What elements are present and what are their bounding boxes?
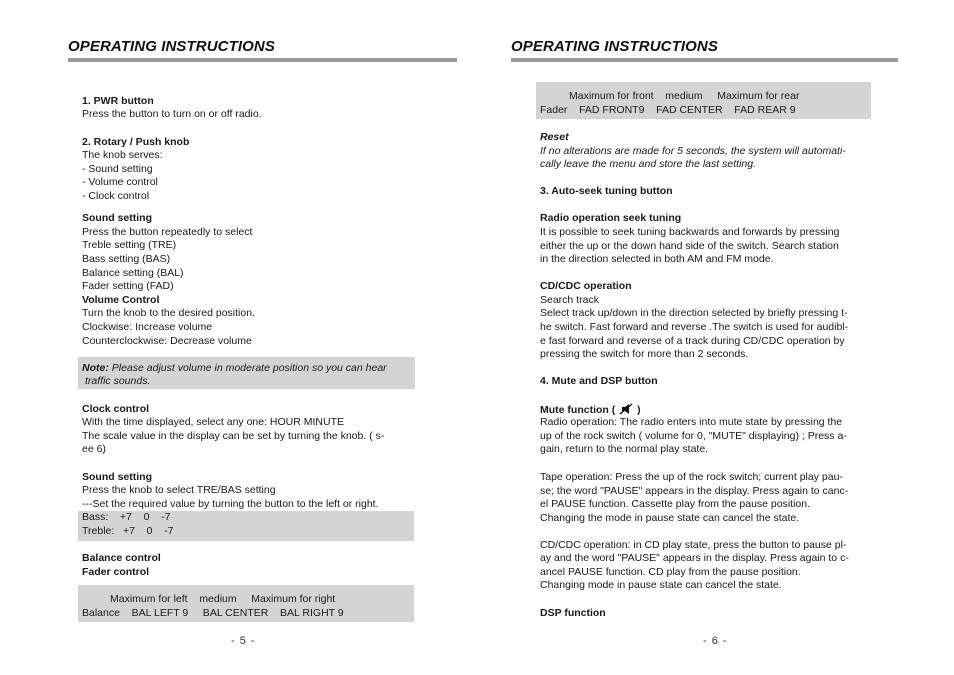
tape-line: se; the word "PAUSE" appears in the display. Press again to canc- — [540, 485, 849, 497]
fader-control-title: Fader control — [82, 566, 150, 578]
treble-row: Treble: +7 0 -7 — [82, 525, 174, 537]
radio-seek-line: It is possible to seek tuning backwards and forwards by pressing — [540, 226, 840, 238]
radio-seek-title: Radio operation seek tuning — [540, 212, 682, 224]
autoseek-title: 3. Auto-seek tuning button — [540, 185, 673, 197]
pwr-text: Press the button to turn on or off radio. — [82, 108, 262, 120]
cd-line: ay and the word "PAUSE" appears in the display. Press again to c- — [540, 552, 849, 564]
page-heading: OPERATING INSTRUCTIONS — [68, 38, 275, 55]
heading-rule — [68, 58, 457, 62]
radio-seek-line: in the direction selected in both AM and FM mode. — [540, 253, 774, 265]
cdc-line: Select track up/down in the direction selected by briefly pressing t- — [540, 307, 848, 319]
page-number: - 6 - — [703, 635, 728, 647]
pwr-title: 1. PWR button — [82, 95, 154, 107]
sound-setting-line: Bass setting (BAS) — [82, 253, 171, 265]
rotary-title: 2. Rotary / Push knob — [82, 136, 190, 148]
cd-line: CD/CDC operation: in CD play state, press the button to pause pl- — [540, 539, 847, 551]
mute-line: up of the rock switch ( volume for 0, "MUTE" displaying) ; Press a- — [540, 430, 847, 442]
cdc-line: he switch. Fast forward and reverse .The switch is used for audibl- — [540, 321, 849, 333]
clock-line: ee 6) — [82, 443, 106, 455]
clock-line: The scale value in the display can be set by turning the knob. ( s- — [82, 430, 385, 442]
tape-line: Changing the mode in pause state can cancel the state. — [540, 512, 800, 524]
reset-title: Reset — [540, 131, 569, 143]
right-page — [477, 0, 954, 675]
bass-row: Bass: +7 0 -7 — [82, 511, 171, 523]
reset-line: cally leave the menu and store the last setting. — [540, 158, 756, 170]
volume-line: Clockwise: Increase volume — [82, 321, 213, 333]
mute-function-label: Mute function ( — [540, 404, 616, 416]
mute-function-close: ) — [634, 404, 641, 416]
note-text: Please adjust volume in moderate position so you can hear — [108, 362, 387, 374]
fader-table-header: Maximum for front medium Maximum for rear — [569, 90, 800, 102]
rotary-line: - Clock control — [82, 190, 150, 202]
rotary-line: - Sound setting — [82, 163, 153, 175]
cdc-line: pressing the switch for more than 2 seconds. — [540, 348, 749, 360]
mute-line: gain, return to the normal play state. — [540, 443, 709, 455]
balance-table-header: Maximum for left medium Maximum for right — [110, 593, 336, 605]
cdc-line: Search track — [540, 294, 599, 306]
sound-setting-line: Press the button repeatedly to select — [82, 226, 253, 238]
balance-table-row: Balance BAL LEFT 9 BAL CENTER BAL RIGHT 9 — [82, 607, 344, 619]
cd-line: ancel PAUSE function. CD play from the pause position. — [540, 566, 801, 578]
rotary-line: - Volume control — [82, 176, 158, 188]
sound-setting-line: Treble setting (TRE) — [82, 239, 177, 251]
dsp-title: DSP function — [540, 607, 606, 619]
sound-setting-line: Balance setting (BAL) — [82, 267, 184, 279]
fader-table-row: Fader FAD FRONT9 FAD CENTER FAD REAR 9 — [540, 104, 796, 116]
radio-seek-line: either the up or the down hand side of the switch. Search station — [540, 240, 839, 252]
note-line — [82, 362, 387, 376]
clock-control-title: Clock control — [82, 403, 150, 415]
balance-control-title: Balance control — [82, 552, 161, 564]
tape-line: el PAUSE function. Cassette play from the pause position. — [540, 498, 811, 510]
sound-setting-2-line: Press the knob to select TRE/BAS setting — [82, 484, 276, 496]
volume-line: Turn the knob to the desired position. — [82, 307, 255, 319]
sound-setting-2-line: ---Set the required value by turning the button to the left or right. — [82, 498, 379, 510]
rotary-line: The knob serves: — [82, 149, 163, 161]
mute-speaker-icon — [618, 403, 634, 415]
mute-line: Radio operation: The radio enters into mute state by pressing the — [540, 416, 843, 428]
clock-line: With the time displayed, select any one: HOUR MINUTE — [82, 416, 345, 428]
page-number: - 5 - — [231, 635, 256, 647]
reset-line: If no alterations are made for 5 seconds, the system will automati- — [540, 145, 846, 157]
note-line: traffic sounds. — [85, 375, 151, 387]
volume-line: Counterclockwise: Decrease volume — [82, 335, 252, 347]
tape-line: Tape operation: Press the up of the rock switch; current play pau- — [540, 471, 843, 483]
page-heading: OPERATING INSTRUCTIONS — [511, 38, 718, 55]
volume-control-title: Volume Control — [82, 294, 160, 306]
cdc-line: e fast forward and reverse of a track during CD/CDC operation by — [540, 335, 845, 347]
cdc-title: CD/CDC operation — [540, 280, 632, 292]
note-label: Note: — [82, 362, 109, 374]
heading-rule — [511, 58, 898, 62]
mute-dsp-title: 4. Mute and DSP button — [540, 375, 658, 387]
sound-setting-line: Fader setting (FAD) — [82, 280, 174, 292]
sound-setting-2-title: Sound setting — [82, 471, 152, 483]
sound-setting-title: Sound setting — [82, 212, 152, 224]
cd-line: Changing mode in pause state can cancel the state. — [540, 579, 782, 591]
